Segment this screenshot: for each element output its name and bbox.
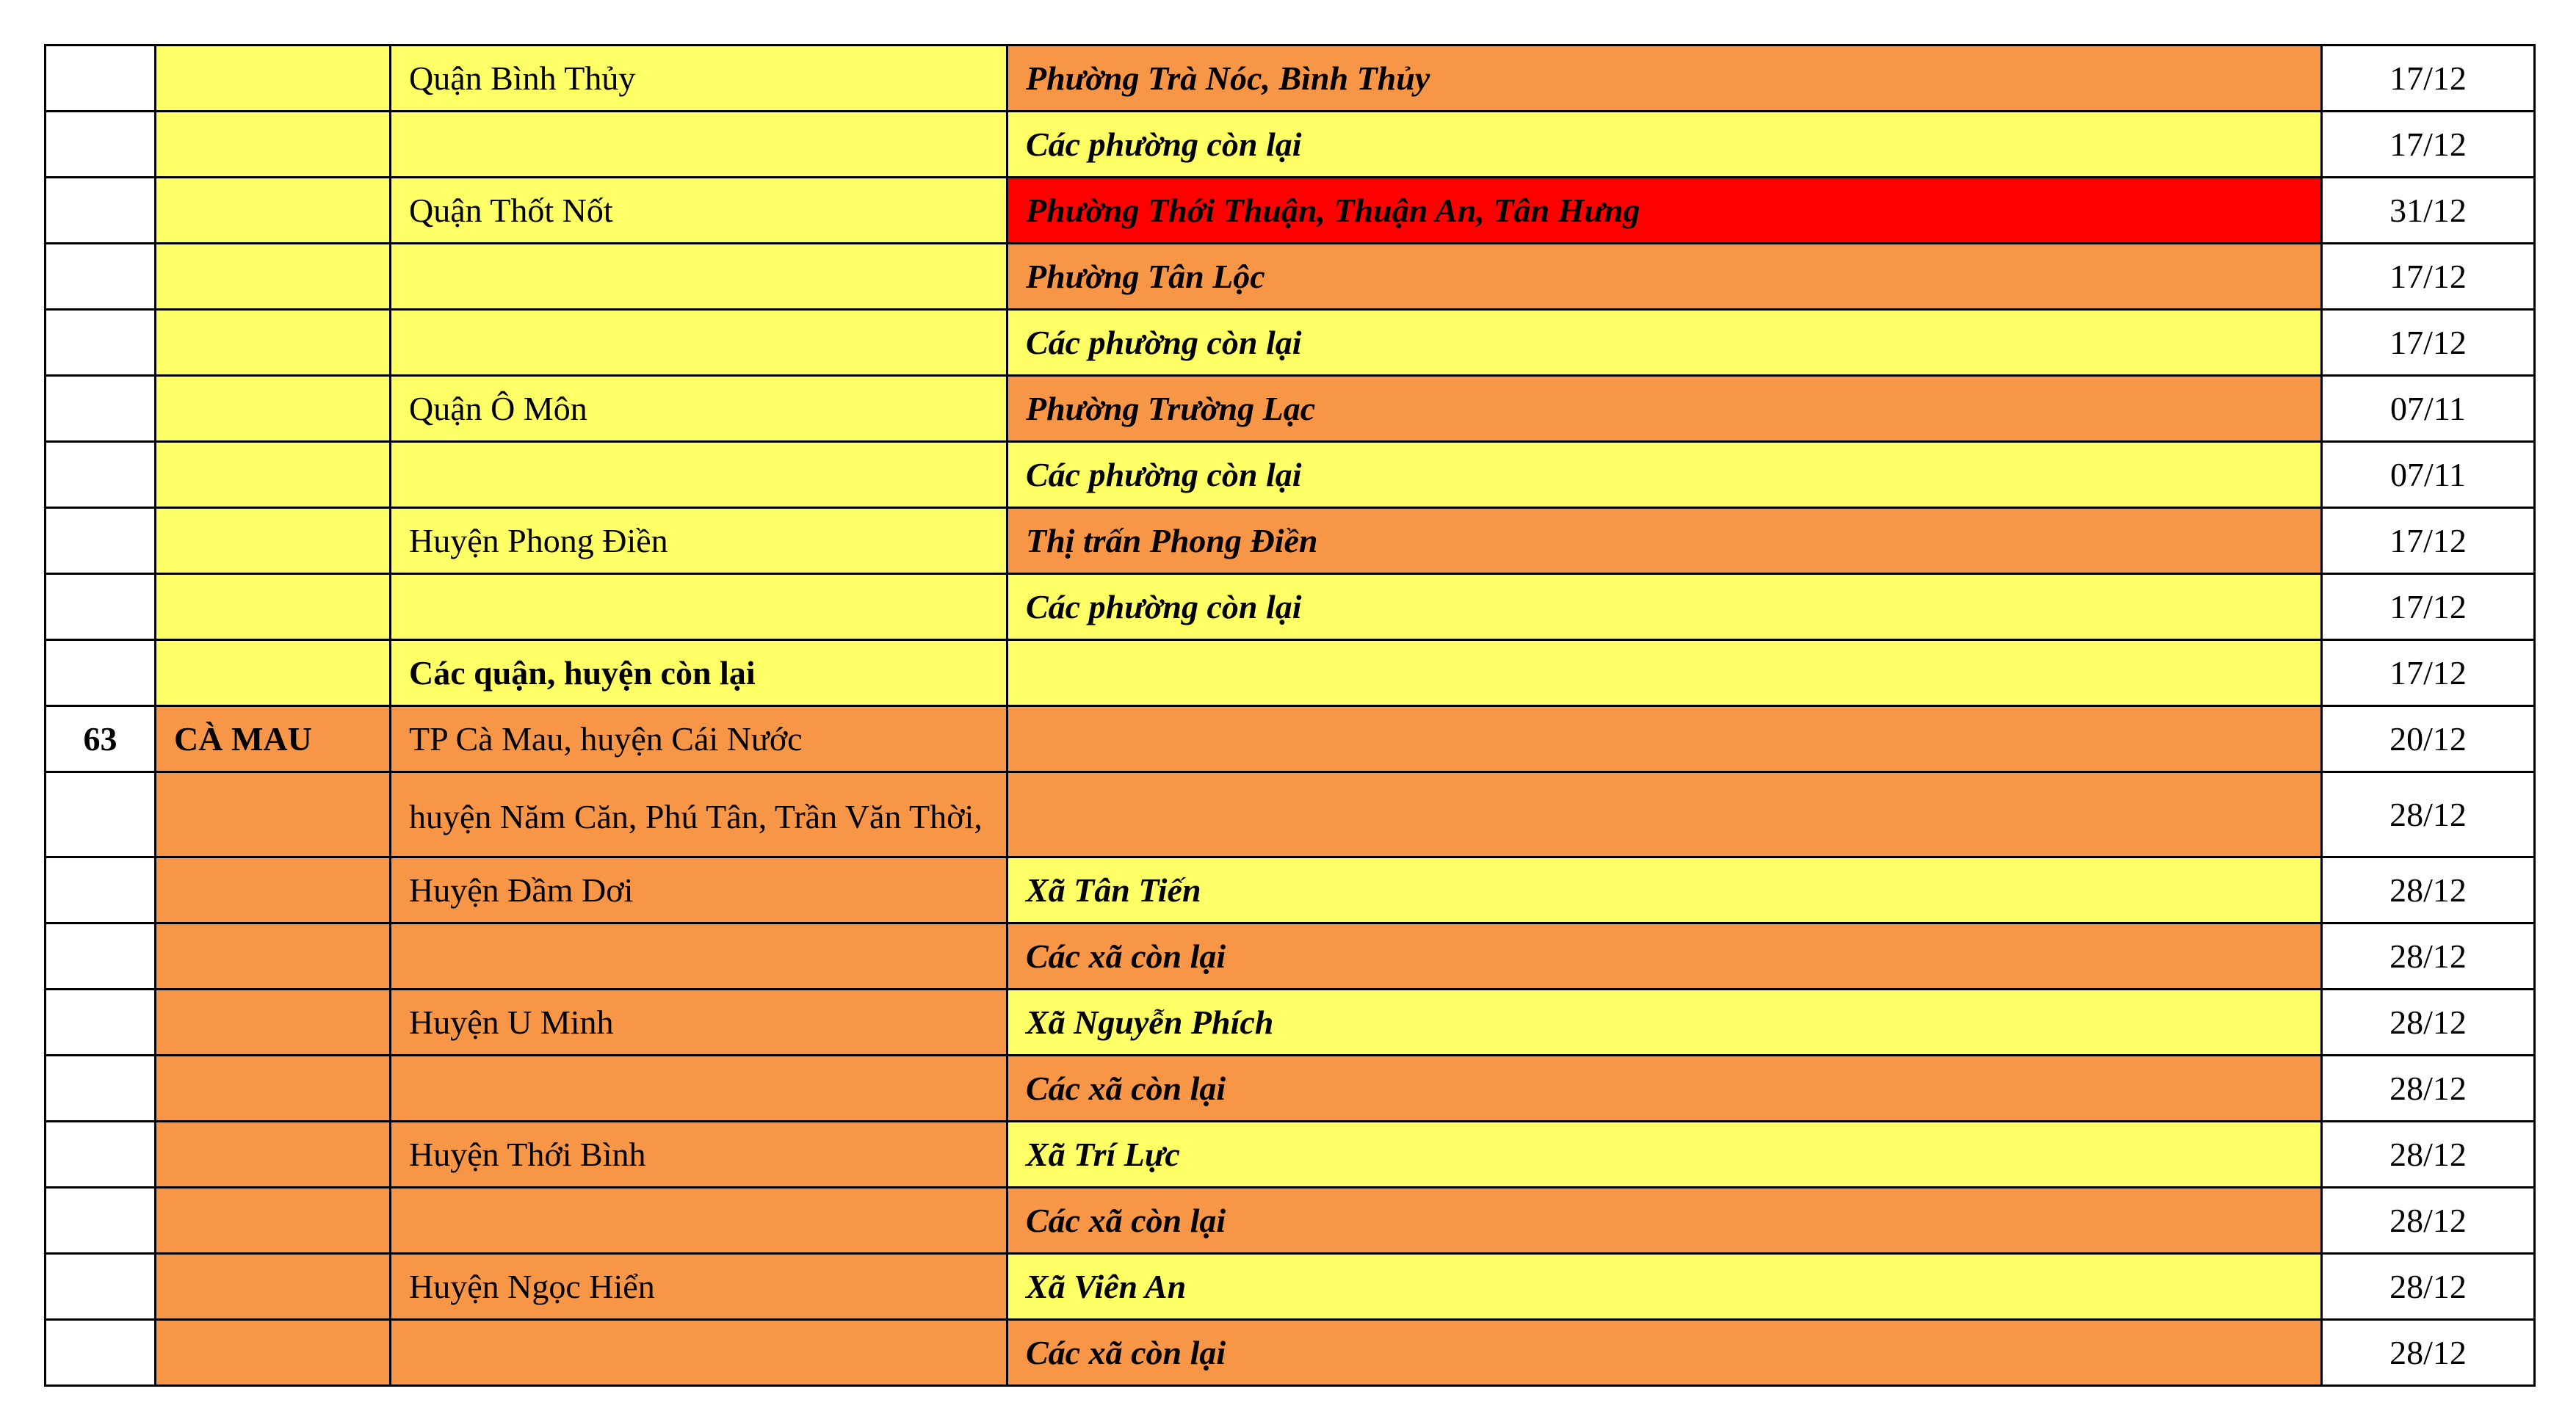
district-cell: Quận Bình Thủy <box>391 46 1007 112</box>
row-number-cell <box>46 1056 156 1122</box>
date-cell: 28/12 <box>2322 857 2535 923</box>
date-cell: 20/12 <box>2322 706 2535 772</box>
district-cell <box>391 1188 1007 1254</box>
ward-cell: Phường Tân Lộc <box>1007 244 2322 310</box>
date-cell: 28/12 <box>2322 1254 2535 1320</box>
row-number-cell <box>46 178 156 244</box>
row-number-cell: 63 <box>46 706 156 772</box>
district-cell: TP Cà Mau, huyện Cái Nước <box>391 706 1007 772</box>
district-cell: Huyện Thới Bình <box>391 1122 1007 1188</box>
province-cell <box>156 112 391 178</box>
row-number-cell <box>46 244 156 310</box>
district-cell: Các quận, huyện còn lại <box>391 640 1007 706</box>
row-number-cell <box>46 310 156 376</box>
district-cell: Huyện Phong Điền <box>391 508 1007 574</box>
table-row <box>46 112 2535 178</box>
date-cell: 07/11 <box>2322 442 2535 508</box>
date-cell: 28/12 <box>2322 772 2535 857</box>
province-cell <box>156 574 391 640</box>
district-cell <box>391 442 1007 508</box>
district-cell <box>391 310 1007 376</box>
province-cell <box>156 857 391 923</box>
table-row <box>46 178 2535 244</box>
table-row <box>46 46 2535 112</box>
district-cell <box>391 1056 1007 1122</box>
table-row <box>46 706 2535 772</box>
ward-cell: Phường Thới Thuận, Thuận An, Tân Hưng <box>1007 178 2322 244</box>
row-number-cell <box>46 1188 156 1254</box>
table-row <box>46 1320 2535 1386</box>
district-cell <box>391 923 1007 990</box>
schedule-table-body <box>46 46 2535 1386</box>
table-row <box>46 923 2535 990</box>
date-cell: 17/12 <box>2322 244 2535 310</box>
table-row <box>46 244 2535 310</box>
province-cell <box>156 923 391 990</box>
province-cell <box>156 1188 391 1254</box>
row-number-cell <box>46 508 156 574</box>
row-number-cell <box>46 112 156 178</box>
table-row <box>46 772 2535 857</box>
district-cell: Huyện U Minh <box>391 990 1007 1056</box>
row-number-cell <box>46 46 156 112</box>
table-row <box>46 1188 2535 1254</box>
row-number-cell <box>46 923 156 990</box>
province-cell <box>156 1056 391 1122</box>
table-row <box>46 442 2535 508</box>
district-cell <box>391 244 1007 310</box>
province-cell <box>156 640 391 706</box>
province-cell <box>156 508 391 574</box>
table-row <box>46 990 2535 1056</box>
ward-cell <box>1007 772 2322 857</box>
ward-cell: Các phường còn lại <box>1007 574 2322 640</box>
ward-cell: Xã Viên An <box>1007 1254 2322 1320</box>
province-cell <box>156 442 391 508</box>
table-row <box>46 376 2535 442</box>
date-cell: 17/12 <box>2322 46 2535 112</box>
province-cell <box>156 1254 391 1320</box>
province-cell <box>156 310 391 376</box>
row-number-cell <box>46 640 156 706</box>
date-cell: 28/12 <box>2322 923 2535 990</box>
district-cell: Quận Thốt Nốt <box>391 178 1007 244</box>
date-cell: 31/12 <box>2322 178 2535 244</box>
ward-cell: Phường Trà Nóc, Bình Thủy <box>1007 46 2322 112</box>
ward-cell: Các xã còn lại <box>1007 1056 2322 1122</box>
district-cell <box>391 1320 1007 1386</box>
date-cell: 17/12 <box>2322 310 2535 376</box>
province-cell <box>156 376 391 442</box>
row-number-cell <box>46 1320 156 1386</box>
province-cell <box>156 990 391 1056</box>
row-number-cell <box>46 857 156 923</box>
table-row <box>46 310 2535 376</box>
row-number-cell <box>46 1122 156 1188</box>
province-cell <box>156 46 391 112</box>
district-cell: Huyện Ngọc Hiển <box>391 1254 1007 1320</box>
district-cell <box>391 112 1007 178</box>
ward-cell: Các phường còn lại <box>1007 112 2322 178</box>
table-row <box>46 508 2535 574</box>
district-cell: Quận Ô Môn <box>391 376 1007 442</box>
province-cell <box>156 178 391 244</box>
row-number-cell <box>46 574 156 640</box>
date-cell: 28/12 <box>2322 1056 2535 1122</box>
row-number-cell <box>46 376 156 442</box>
ward-cell: Phường Trường Lạc <box>1007 376 2322 442</box>
row-number-cell <box>46 772 156 857</box>
date-cell: 28/12 <box>2322 1188 2535 1254</box>
district-cell: huyện Năm Căn, Phú Tân, Trần Văn Thời, <box>391 772 1007 857</box>
province-cell <box>156 244 391 310</box>
table-row <box>46 574 2535 640</box>
ward-cell: Các phường còn lại <box>1007 442 2322 508</box>
ward-cell <box>1007 640 2322 706</box>
date-cell: 17/12 <box>2322 112 2535 178</box>
ward-cell: Các xã còn lại <box>1007 923 2322 990</box>
ward-cell: Các phường còn lại <box>1007 310 2322 376</box>
ward-cell: Xã Trí Lực <box>1007 1122 2322 1188</box>
row-number-cell <box>46 1254 156 1320</box>
ward-cell: Thị trấn Phong Điền <box>1007 508 2322 574</box>
date-cell: 28/12 <box>2322 1122 2535 1188</box>
table-row <box>46 857 2535 923</box>
date-cell: 28/12 <box>2322 1320 2535 1386</box>
date-cell: 07/11 <box>2322 376 2535 442</box>
ward-cell <box>1007 706 2322 772</box>
ward-cell: Xã Nguyễn Phích <box>1007 990 2322 1056</box>
ward-cell: Các xã còn lại <box>1007 1188 2322 1254</box>
district-cell <box>391 574 1007 640</box>
province-cell: CÀ MAU <box>156 706 391 772</box>
row-number-cell <box>46 990 156 1056</box>
table-row <box>46 1122 2535 1188</box>
ward-cell: Xã Tân Tiến <box>1007 857 2322 923</box>
date-cell: 17/12 <box>2322 508 2535 574</box>
province-cell <box>156 772 391 857</box>
province-cell <box>156 1320 391 1386</box>
district-cell: Huyện Đầm Dơi <box>391 857 1007 923</box>
row-number-cell <box>46 442 156 508</box>
date-cell: 17/12 <box>2322 640 2535 706</box>
date-cell: 17/12 <box>2322 574 2535 640</box>
table-row <box>46 1056 2535 1122</box>
date-cell: 28/12 <box>2322 990 2535 1056</box>
table-row <box>46 1254 2535 1320</box>
schedule-table <box>44 44 2536 1387</box>
table-row <box>46 640 2535 706</box>
province-cell <box>156 1122 391 1188</box>
ward-cell: Các xã còn lại <box>1007 1320 2322 1386</box>
